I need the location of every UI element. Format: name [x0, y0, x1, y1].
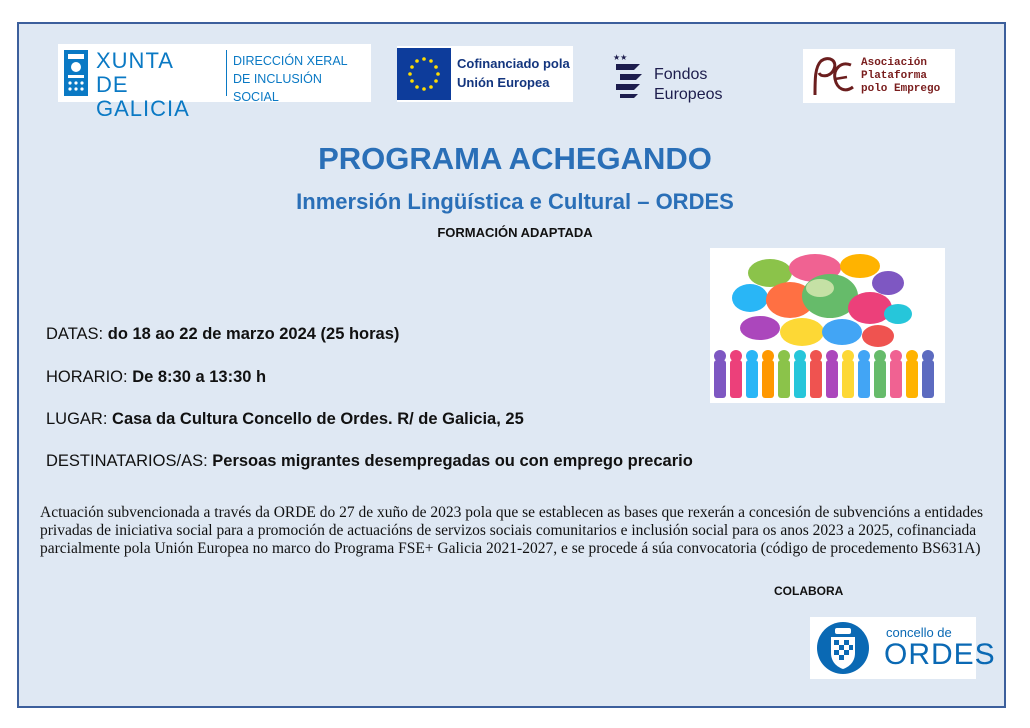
xunta-department [233, 52, 369, 106]
asociacion-pe-icon [807, 53, 855, 99]
xunta-name [96, 49, 228, 121]
ordes-big-text: ORDES [884, 638, 996, 671]
lugar-value: Casa da Cultura Concello de Ordes. R/ de Galicia, 25 [112, 410, 524, 428]
lugar-line [46, 408, 524, 430]
eu-text-line1: Cofinanciado pola [457, 56, 570, 71]
datas-value: do 18 ao 22 de marzo 2024 (25 horas) [107, 325, 400, 343]
legal-notice: Actuación subvencionada a través da ORDE do 27 de xuño de 2023 pola que se establecen as bases que rexerán a concesión de subvencións a entidades privadas de iniciativa social para a promoción de actuacións de servizos sociais comunitarios e inclusión social para os anos 2023 a 2025, cofinanciada parcialmente pola Unión Europea no marco do Programa FSE+ Galicia 2021-2027, e se procede á súa convocatoria (código de procedemento BS631A) [40, 504, 984, 558]
program-title: PROGRAMA ACHEGANDO [318, 141, 712, 176]
destinatarios-value: Persoas migrantes desempregadas ou con emprego precario [212, 452, 693, 470]
lugar-label: LUGAR: [46, 410, 108, 428]
xunta-dept-line2: DE INCLUSIÓN SOCIAL [233, 72, 322, 104]
eu-text [457, 54, 572, 92]
destinatarios-label: DESTINATARIOS/AS: [46, 452, 208, 470]
asociacion-line3: polo Emprego [861, 83, 941, 95]
xunta-shield-icon [64, 50, 88, 96]
datas-line [46, 323, 399, 345]
xunta-dept-line1: DIRECCIÓN XERAL [233, 54, 348, 68]
horario-label: HORARIO: [46, 368, 128, 386]
horario-line [46, 366, 266, 388]
speech-bubbles-people-illustration [710, 248, 945, 403]
destinatarios-line [46, 450, 693, 472]
ordes-shield-icon [816, 621, 870, 675]
asociacion-line2: Plataforma [861, 70, 928, 82]
program-subtitle: Inmersión Lingüística e Cultural – ORDES [296, 189, 734, 214]
fondos-europeos-logo [612, 52, 772, 103]
horario-value: De 8:30 a 13:30 h [132, 368, 267, 386]
xunta-logo [58, 44, 371, 121]
eu-logo [397, 46, 573, 102]
asociacion-line1: Asociación [861, 57, 928, 69]
svg-text:★★: ★★ [613, 53, 628, 62]
eu-flag-icon [397, 48, 451, 100]
fondos-europeos-text: Fondos Europeos [654, 66, 723, 103]
program-tag: FORMACIÓN ADAPTADA [437, 225, 593, 240]
xunta-name-line2: DE GALICIA [96, 72, 190, 121]
xunta-name-line1: XUNTA [96, 48, 174, 73]
asociacion-logo [803, 49, 955, 103]
xunta-divider [226, 50, 227, 96]
asociacion-text [861, 57, 955, 96]
fondos-europeos-icon [612, 52, 646, 100]
eu-text-line2: Unión Europea [457, 75, 550, 90]
colabora-label: COLABORA [774, 584, 844, 598]
ordes-small-text: concello de [886, 625, 952, 640]
datas-label: DATAS: [46, 325, 104, 343]
concello-ordes-logo [810, 617, 996, 679]
